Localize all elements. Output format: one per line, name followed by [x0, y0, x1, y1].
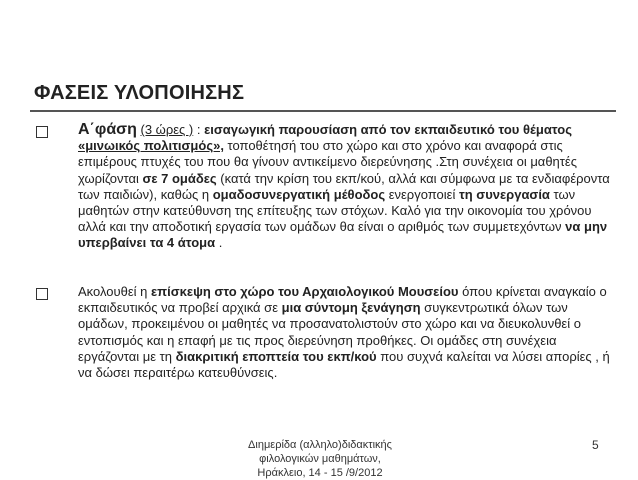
- intro-bold-text: εισαγωγική παρουσίαση από τον εκπαιδευτικό του θέματος: [204, 122, 572, 137]
- footer-line: Διημερίδα (αλληλο)διδακτικής: [248, 439, 392, 451]
- topic-text: «μινωικός πολιτισμός»,: [78, 138, 224, 154]
- limit-bold-text: να μην υπερβαίνει τα 4 άτομα: [78, 219, 608, 251]
- page-number: 5: [592, 438, 599, 452]
- bullet-item: [36, 284, 616, 381]
- footer-line: Ηράκλειο, 14 - 15 /9/2012: [257, 467, 383, 479]
- title-rule: [30, 110, 616, 112]
- groups-bold-text: σε 7 ομάδες: [142, 170, 217, 186]
- bullet-text: Α΄φάση (3 ώρες ) : εισαγωγική παρουσίαση από τον εκπαιδευτικό του θέματος «μινωικός πολιτισμός», τοποθέτησή του στο χώρο και στο χρόνο και αναφορά στις επιμέρους πτυχές του που θα γίνουν αντικείμενο διερεύνησης .Στη συνέχεια οι μαθητές χωρίζονται σε 7 ομάδες (κατά την κρίση του εκπ/κού, αλλά και σύμφωνα με τα ενδιαφέροντα των παιδιών), καθώς η ομαδοσυνεργατική μέθοδος ενεργοποιεί τη συνεργασία των μαθητών στην κατεύθυνση της επίτευξης των στόχων. Καλό για την οικονομία του χρόνου αλλά και την αποδοτική εργασία των ομάδων θα είναι ο αριθμός των συμμετεχόντων να μην υπερβαίνει τα 4 άτομα .: [78, 121, 610, 251]
- bullet-item: [36, 122, 616, 252]
- supervision-bold-text: διακριτική εποπτεία του εκπ/κού: [175, 348, 377, 364]
- phase-label: Α΄φάση: [78, 121, 137, 138]
- cooperation-bold-text: τη συνεργασία: [458, 186, 550, 202]
- method-bold-text: ομαδοσυνεργατική μέθοδος: [212, 186, 386, 202]
- square-bullet-icon: [36, 288, 48, 300]
- duration-text: (3 ώρες ): [140, 122, 194, 137]
- square-bullet-icon: [36, 126, 48, 138]
- bullet-text: Ακολουθεί η επίσκεψη στο χώρο του Αρχαιολογικού Μουσείου όπου κρίνεται αναγκαίο ο εκπαιδευτικός να προβεί αρχικά σε μια σύντομη ξενάγηση συγκεντρωτικά όλων των ομάδων, προκειμένου οι μαθητές να προσανατολιστούν στο χώρο και να διευκολυνθεί ο εντοπισμός και η επαφή με τις προς διερεύνηση προθήκες. Οι ομάδες στη συνέχεια εργάζονται με τη διακριτική εποπτεία του εκπ/κού που συχνά καλείται να λύσει απορίες , ή να δώσει περαιτέρω κατευθύνσεις.: [78, 284, 610, 381]
- short-tour-bold-text: μια σύντομη ξενάγηση: [281, 300, 421, 316]
- slide-title: ΦΑΣΕΙΣ ΥΛΟΠΟΙΗΣΗΣ: [34, 82, 245, 104]
- museum-visit-bold-text: επίσκεψη στο χώρο του Αρχαιολογικού Μουσείου: [151, 284, 459, 299]
- footer-line: φιλολογικών μαθημάτων,: [259, 453, 381, 465]
- footer-text: [222, 438, 418, 480]
